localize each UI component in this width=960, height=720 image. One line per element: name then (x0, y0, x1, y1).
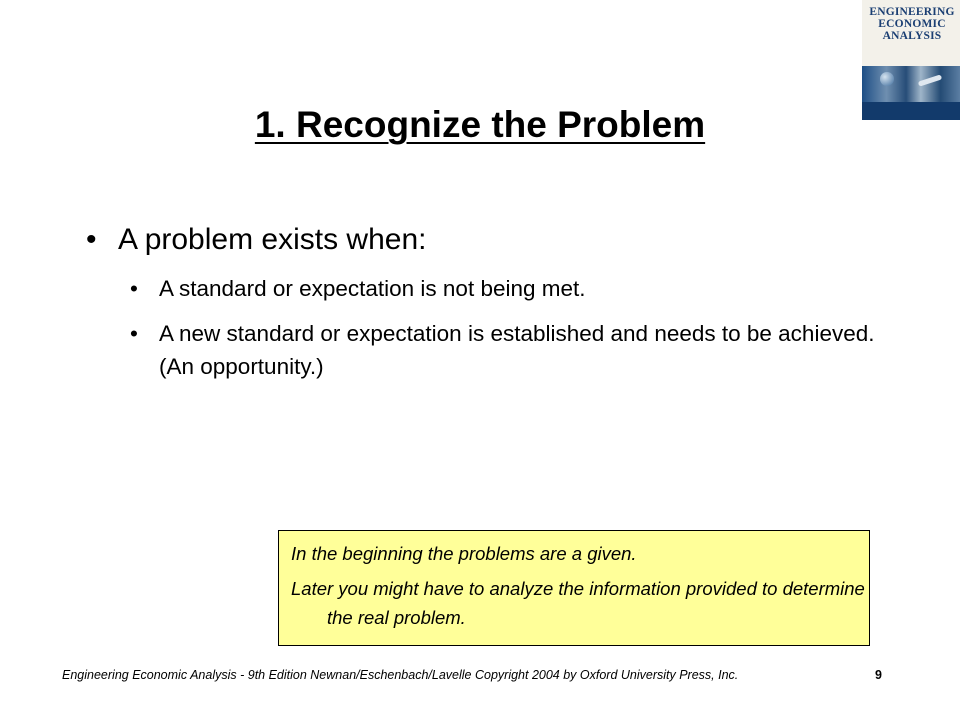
book-cover-image (862, 0, 960, 120)
footer-text: Engineering Economic Analysis - 9th Edition Newnan/Eschenbach/Lavelle Copyright 2004 by Oxford University Press, Inc. (62, 668, 739, 682)
bullet-marker: • (86, 223, 97, 256)
cover-sphere-graphic (880, 72, 894, 86)
sub-bullet-2-text: A new standard or expectation is established and needs to be achieved. (An opportunity.) (159, 321, 875, 379)
main-bullet-text: A problem exists when: (118, 223, 427, 256)
page-number: 9 (875, 668, 882, 682)
slide-title: 1. Recognize the Problem (254, 104, 706, 145)
book-cover-title: ENGINEERING ECONOMIC ANALYSIS (869, 6, 955, 42)
note-callout-box (278, 530, 870, 646)
cover-artwork (862, 66, 960, 102)
sub-bullet-1-text: A standard or expectation is not being met. (159, 276, 586, 301)
bullet-marker: • (130, 276, 138, 301)
note-line-1: In the beginning the problems are a given. (291, 543, 637, 564)
note-line-2: Later you might have to analyze the information provided to determine the real problem. (291, 578, 865, 628)
bullet-marker: • (130, 321, 138, 346)
